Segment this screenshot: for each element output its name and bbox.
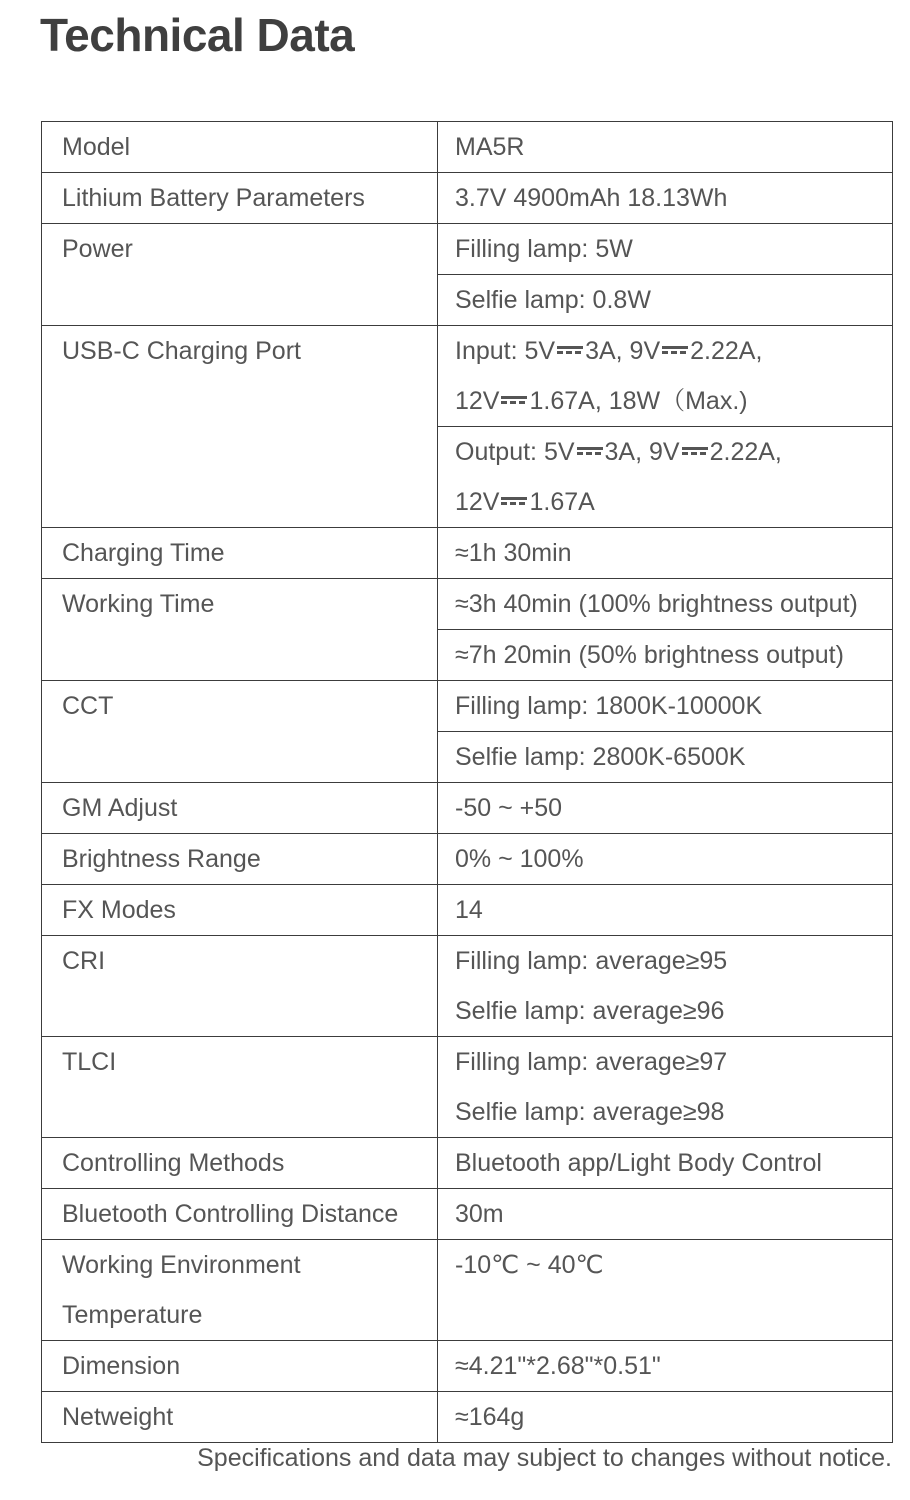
- text: Output: 5V: [455, 438, 575, 466]
- row-label: USB-C Charging Port: [42, 326, 438, 528]
- row-label: CCT: [42, 681, 438, 783]
- row-value: 0% ~ 100%: [438, 834, 893, 885]
- row-value: Filling lamp: 1800K-10000K: [438, 681, 893, 732]
- dc-symbol-icon: [557, 345, 583, 355]
- dc-symbol-icon: [501, 496, 527, 506]
- row-label: Working Time: [42, 579, 438, 681]
- row-label: Bluetooth Controlling Distance: [42, 1189, 438, 1240]
- text: 2.22A,: [709, 438, 782, 466]
- text: Input: 5V: [455, 337, 556, 365]
- row-label: Dimension: [42, 1341, 438, 1392]
- text: 12V: [455, 387, 500, 415]
- row-label: TLCI: [42, 1037, 438, 1138]
- cri-filling: Filling lamp: average≥95: [455, 947, 728, 975]
- usb-input-line-1: [455, 326, 872, 376]
- usb-input-line-2: [455, 376, 872, 426]
- row-label: GM Adjust: [42, 783, 438, 834]
- env-label-line-1: Working Environment: [62, 1251, 301, 1279]
- row-label: Power: [42, 224, 438, 326]
- row-value: ≈7h 20min (50% brightness output): [438, 630, 893, 681]
- tlci-selfie: Selfie lamp: average≥98: [455, 1098, 725, 1126]
- table-row: [42, 1138, 893, 1189]
- row-label: CRI: [42, 936, 438, 1037]
- table-row: [42, 173, 893, 224]
- dc-symbol-icon: [682, 446, 708, 456]
- row-value: 14: [438, 885, 893, 936]
- row-value: -50 ~ +50: [438, 783, 893, 834]
- row-value: MA5R: [438, 122, 893, 173]
- usb-input-value: [438, 326, 893, 427]
- row-label: Brightness Range: [42, 834, 438, 885]
- text: 12V: [455, 488, 500, 516]
- row-value: Bluetooth app/Light Body Control: [438, 1138, 893, 1189]
- row-value: ≈4.21"*2.68"*0.51": [438, 1341, 893, 1392]
- row-label: FX Modes: [42, 885, 438, 936]
- row-value: Selfie lamp: 2800K-6500K: [438, 732, 893, 783]
- row-label: Netweight: [42, 1392, 438, 1443]
- row-value: ≈1h 30min: [438, 528, 893, 579]
- dc-symbol-icon: [662, 345, 688, 355]
- table-row: [42, 579, 893, 630]
- usb-output-line-1: [455, 427, 872, 477]
- footnote: Specifications and data may subject to changes without notice.: [197, 1444, 892, 1472]
- row-label: Charging Time: [42, 528, 438, 579]
- table-row: [42, 1037, 893, 1138]
- text: 2.22A,: [690, 337, 763, 365]
- usb-output-line-2: [455, 477, 872, 527]
- table-row: [42, 224, 893, 275]
- page-title: Technical Data: [40, 9, 355, 61]
- text: 3A, 9V: [604, 438, 680, 466]
- row-value: ≈3h 40min (100% brightness output): [438, 579, 893, 630]
- table-row: [42, 783, 893, 834]
- row-label: Lithium Battery Parameters: [42, 173, 438, 224]
- table-row: [42, 1189, 893, 1240]
- row-value: Selfie lamp: 0.8W: [438, 275, 893, 326]
- table-row: [42, 885, 893, 936]
- table-row: [42, 326, 893, 427]
- row-value: 3.7V 4900mAh 18.13Wh: [438, 173, 893, 224]
- row-label: Controlling Methods: [42, 1138, 438, 1189]
- text: 3A, 9V: [585, 337, 661, 365]
- dc-symbol-icon: [577, 446, 603, 456]
- usb-output-value: [438, 427, 893, 528]
- row-value: ≈164g: [438, 1392, 893, 1443]
- table-row: [42, 936, 893, 1037]
- table-row: [42, 528, 893, 579]
- table-row: [42, 681, 893, 732]
- dc-symbol-icon: [501, 395, 527, 405]
- table-row: [42, 1341, 893, 1392]
- tlci-filling: Filling lamp: average≥97: [455, 1048, 728, 1076]
- text: 1.67A: [529, 488, 595, 516]
- row-value: Filling lamp: 5W: [438, 224, 893, 275]
- row-label: Model: [42, 122, 438, 173]
- table-row: [42, 122, 893, 173]
- row-label: [42, 1240, 438, 1341]
- table-row: [42, 834, 893, 885]
- table-row: [42, 1392, 893, 1443]
- table-row: [42, 1240, 893, 1341]
- row-value: [438, 936, 893, 1037]
- row-value: -10℃ ~ 40℃: [438, 1240, 893, 1341]
- text: 1.67A, 18W（Max.): [529, 387, 748, 415]
- env-label-line-2: Temperature: [62, 1301, 203, 1329]
- row-value: 30m: [438, 1189, 893, 1240]
- cri-selfie: Selfie lamp: average≥96: [455, 997, 725, 1025]
- row-value: [438, 1037, 893, 1138]
- spec-table: [41, 121, 893, 1443]
